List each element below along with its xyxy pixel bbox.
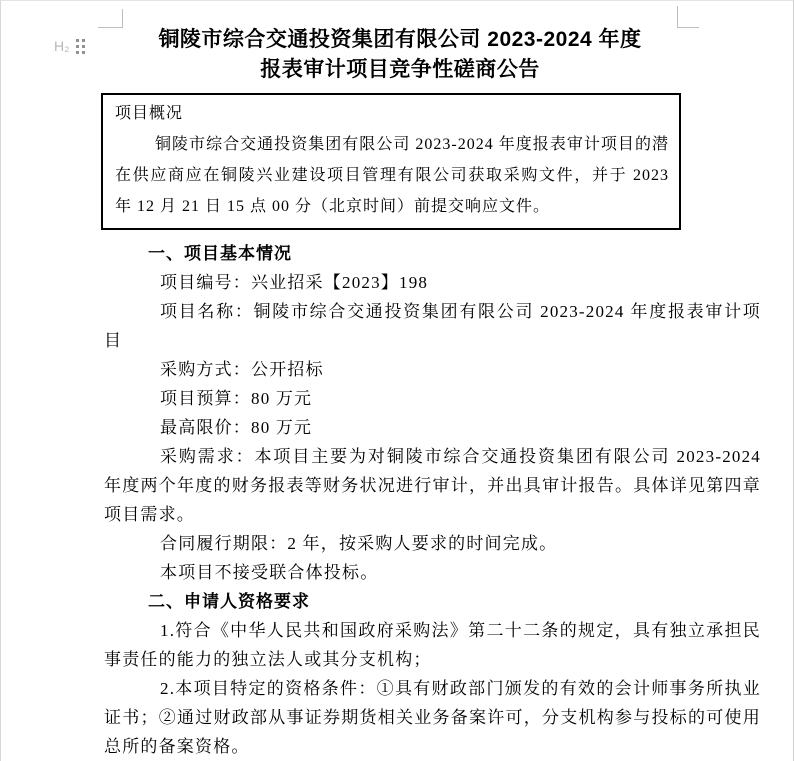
heading-block-indicator	[54, 37, 85, 55]
drag-handle-icon[interactable]	[76, 39, 85, 54]
document-title[interactable]	[121, 25, 679, 85]
paragraph-no-consortium[interactable]: 本项目不接受联合体投标。	[160, 563, 379, 582]
section-heading-qualifications[interactable]: 二、申请人资格要求	[148, 592, 310, 611]
overview-box-label: 项目概况	[115, 105, 184, 122]
overview-box-paragraph: 铜陵市综合交通投资集团有限公司 2023-2024 年度报表审计项目的潜在供应商应在铜陵兴业建设项目管理有限公司获取采购文件，并于 2023 年 12 月 21 日 15 点 00 分（北京时间）前提交响应文件。	[115, 136, 669, 215]
paragraph-project-number[interactable]: 项目编号：兴业招采【2023】198	[160, 273, 429, 292]
heading-level-label: H₂	[54, 38, 70, 54]
paragraph-project-budget[interactable]: 项目预算：80 万元	[160, 389, 313, 408]
margin-corner-mark-right	[677, 6, 699, 28]
paragraph-contract-period[interactable]: 合同履行期限：2 年，按采购人要求的时间完成。	[160, 534, 558, 553]
paragraph-max-price[interactable]: 最高限价：80 万元	[160, 418, 313, 437]
paragraph-qualification-1[interactable]: 1.符合《中华人民共和国政府采购法》第二十二条的规定，具有独立承担民事责任的能力的独立法人或其分支机构；	[104, 621, 761, 669]
document-title-line2: 报表审计项目竞争性磋商公告	[260, 58, 540, 81]
margin-corner-mark-left	[98, 9, 123, 28]
paragraph-procurement-method[interactable]: 采购方式：公开招标	[160, 360, 324, 379]
project-overview-box[interactable]	[101, 93, 681, 230]
document-title-line1: 铜陵市综合交通投资集团有限公司 2023-2024 年度	[158, 28, 642, 51]
paragraph-project-name[interactable]: 项目名称：铜陵市综合交通投资集团有限公司 2023-2024 年度报表审计项目	[104, 302, 761, 350]
document-body	[104, 239, 761, 761]
section-heading-basic-info[interactable]: 一、项目基本情况	[148, 244, 292, 263]
paragraph-qualification-2[interactable]: 2.本项目特定的资格条件：①具有财政部门颁发的有效的会计师事务所执业证书；②通过财政部从事证券期货相关业务备案许可，分支机构参与投标的可使用总所的备案资格。	[104, 679, 761, 756]
paragraph-procurement-requirements[interactable]: 采购需求：本项目主要为对铜陵市综合交通投资集团有限公司 2023-2024 年度两个年度的财务报表等财务状况进行审计，并出具审计报告。具体详见第四章项目需求。	[104, 447, 761, 524]
